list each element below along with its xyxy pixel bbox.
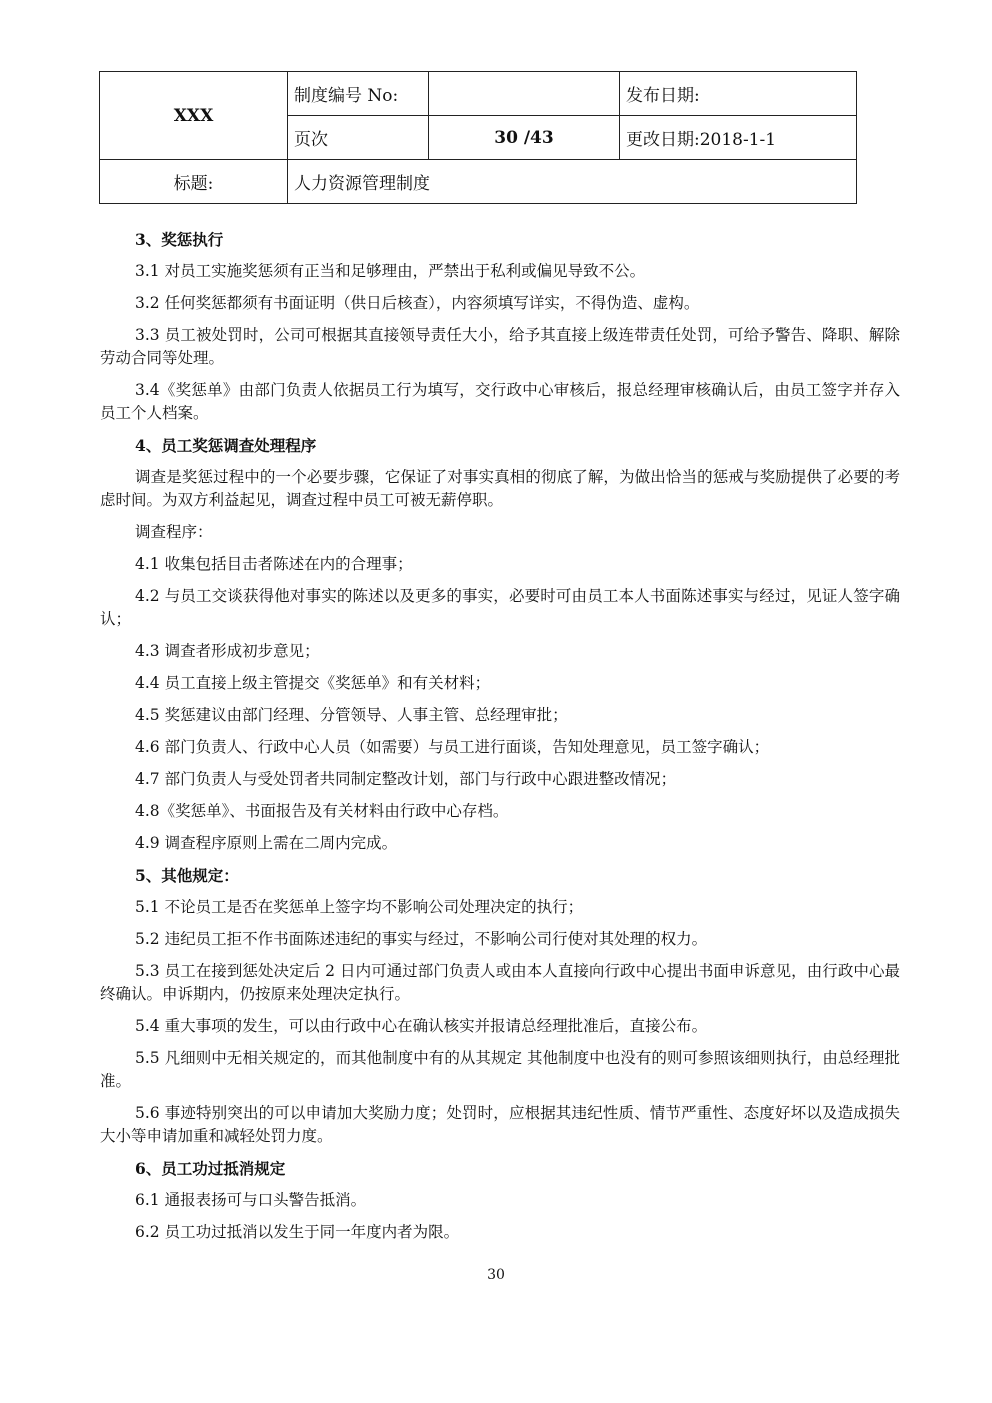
paragraph: 3.2 任何奖惩都须有书面证明（供日后核查），内容须填写详实，不得伪造、虚构。	[135, 294, 700, 312]
paragraph: 4.3 调查者形成初步意见；	[135, 642, 320, 660]
change-date-label: 更改日期:2018-1-1	[620, 116, 857, 160]
paragraph: 4.9 调查程序原则上需在二周内完成。	[135, 834, 398, 852]
paragraph: 调查是奖惩过程中的一个必要步骤，它保证了对事实真相的彻底了解，为做出恰当的惩戒与奖励提供了必要的考虑时间。为双方利益起见，调查过程中员工可被无薪停职。	[100, 468, 900, 509]
paragraph: 3.1 对员工实施奖惩须有正当和足够理由，严禁出于私利或偏见导致不公。	[135, 262, 646, 280]
doc-no-label: 制度编号 No:	[288, 72, 429, 116]
paragraph: 5.6 事迹特别突出的可以申请加大奖励力度；处罚时，应根据其违纪性质、情节严重性、态度好坏以及造成损失大小等申请加重和减轻处罚力度。	[100, 1104, 900, 1145]
paragraph: 5.2 违纪员工拒不作书面陈述违纪的事实与经过，不影响公司行使对其处理的权力。	[135, 930, 708, 948]
paragraph: 5.5 凡细则中无相关规定的，而其他制度中有的从其规定 其他制度中也没有的则可参照该细则执行，由总经理批准。	[100, 1049, 900, 1090]
paragraph: 4.2 与员工交谈获得他对事实的陈述以及更多的事实，必要时可由员工本人书面陈述事实与经过，见证人签字确认；	[100, 587, 900, 628]
paragraph: 6.2 员工功过抵消以发生于同一年度内者为限。	[135, 1223, 460, 1241]
page-value: 30 /43	[429, 116, 620, 160]
paragraph: 4.6 部门负责人、行政中心人员（如需要）与员工进行面谈，告知处理意见，员工签字确认；	[135, 738, 770, 756]
company-name: XXX	[100, 72, 288, 160]
page-label: 页次	[288, 116, 429, 160]
paragraph: 4.7 部门负责人与受处罚者共同制定整改计划，部门与行政中心跟进整改情况；	[135, 770, 677, 788]
paragraph: 调查程序：	[135, 523, 213, 541]
document-title: 人力资源管理制度	[288, 160, 857, 204]
paragraph: 6.1 通报表扬可与口头警告抵消。	[135, 1191, 367, 1209]
paragraph: 3.3 员工被处罚时，公司可根据其直接领导责任大小，给予其直接上级连带责任处罚，可给予警告、降职、解除劳动合同等处理。	[100, 326, 900, 367]
paragraph: 5.1 不论员工是否在奖惩单上签字均不影响公司处理决定的执行；	[135, 898, 584, 916]
document-header-table	[99, 71, 857, 204]
page-number: 30	[487, 1267, 505, 1283]
section-heading: 6、员工功过抵消规定	[135, 1159, 286, 1178]
paragraph: 4.4 员工直接上级主管提交《奖惩单》和有关材料；	[135, 674, 491, 692]
publish-date-label: 发布日期:	[620, 72, 857, 116]
section-heading: 5、其他规定：	[135, 866, 239, 885]
doc-no-value	[429, 72, 620, 116]
section-heading: 3、奖惩执行	[135, 230, 224, 249]
paragraph: 4.8《奖惩单》、书面报告及有关材料由行政中心存档。	[135, 802, 509, 820]
paragraph: 3.4《奖惩单》由部门负责人依据员工行为填写，交行政中心审核后，报总经理审核确认后，由员工签字并存入员工个人档案。	[100, 381, 900, 422]
paragraph: 4.1 收集包括目击者陈述在内的合理事；	[135, 555, 413, 573]
section-heading: 4、员工奖惩调查处理程序	[135, 436, 317, 455]
paragraph: 4.5 奖惩建议由部门经理、分管领导、人事主管、总经理审批；	[135, 706, 568, 724]
paragraph: 5.3 员工在接到惩处决定后 2 日内可通过部门负责人或由本人直接向行政中心提出书面申诉意见，由行政中心最终确认。申诉期内，仍按原来处理决定执行。	[100, 962, 900, 1003]
paragraph: 5.4 重大事项的发生，可以由行政中心在确认核实并报请总经理批准后，直接公布。	[135, 1017, 708, 1035]
document-body	[100, 228, 900, 1253]
title-label: 标题:	[100, 160, 288, 204]
